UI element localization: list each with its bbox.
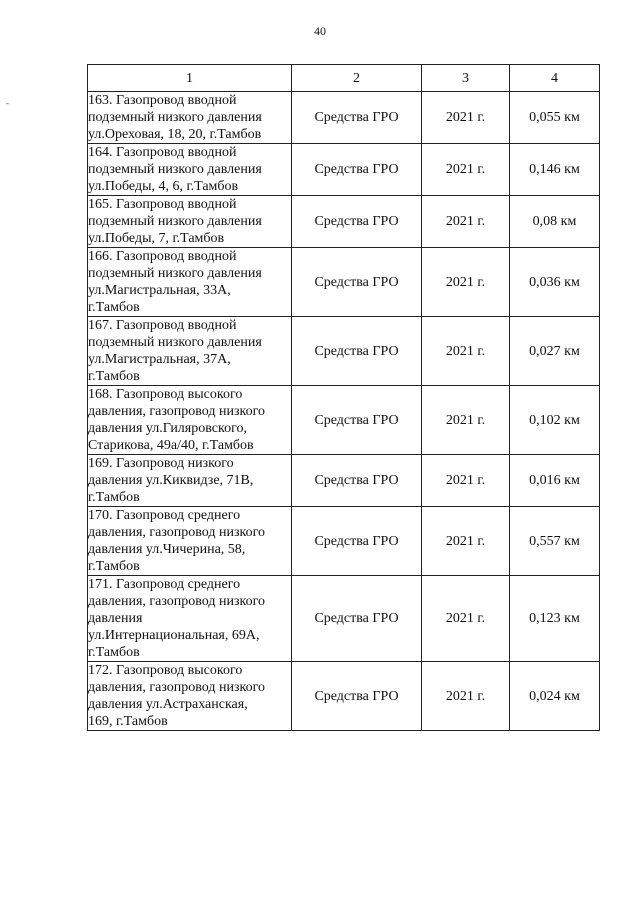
description-line: подземный низкого давления (88, 335, 262, 350)
length-cell: 0,024 км (510, 662, 600, 731)
table-body (88, 65, 600, 731)
description-line: давления ул.Астраханская, (88, 697, 248, 712)
description-line: ул.Победы, 4, 6, г.Тамбов (88, 179, 239, 194)
description-line: 172. Газопровод высокого (88, 663, 243, 678)
description-line: давления, газопровод низкого (88, 525, 266, 540)
length-cell: 0,146 км (510, 144, 600, 196)
description-cell (88, 196, 292, 248)
table-row (88, 92, 600, 144)
length-cell: 0,027 км (510, 317, 600, 386)
header-cell-2: 2 (292, 65, 422, 92)
description-line: 166. Газопровод вводной (88, 249, 237, 264)
length-cell: 0,055 км (510, 92, 600, 144)
source-cell: Средства ГРО (292, 576, 422, 662)
description-cell (88, 662, 292, 731)
source-cell: Средства ГРО (292, 662, 422, 731)
table-row (88, 144, 600, 196)
description-line: подземный низкого давления (88, 266, 262, 281)
year-cell: 2021 г. (422, 386, 510, 455)
description-cell (88, 455, 292, 507)
source-cell: Средства ГРО (292, 507, 422, 576)
description-cell (88, 144, 292, 196)
length-cell: 0,123 км (510, 576, 600, 662)
table-row (88, 386, 600, 455)
year-cell: 2021 г. (422, 455, 510, 507)
table-row (88, 576, 600, 662)
length-cell: 0,016 км (510, 455, 600, 507)
year-cell: 2021 г. (422, 248, 510, 317)
table-header-row (88, 65, 600, 92)
year-cell: 2021 г. (422, 507, 510, 576)
year-cell: 2021 г. (422, 196, 510, 248)
description-line: г.Тамбов (88, 559, 140, 574)
year-cell: 2021 г. (422, 92, 510, 144)
description-line: давления, газопровод низкого (88, 594, 266, 609)
description-line: Старикова, 49а/40, г.Тамбов (88, 438, 254, 453)
description-line: давления, газопровод низкого (88, 404, 266, 419)
description-line: 163. Газопровод вводной (88, 93, 237, 108)
table-row (88, 196, 600, 248)
description-line: подземный низкого давления (88, 162, 262, 177)
description-cell (88, 92, 292, 144)
source-cell: Средства ГРО (292, 386, 422, 455)
description-line: 170. Газопровод среднего (88, 508, 241, 523)
source-cell: Средства ГРО (292, 248, 422, 317)
year-cell: 2021 г. (422, 317, 510, 386)
description-line: 164. Газопровод вводной (88, 145, 237, 160)
description-line: ул.Ореховая, 18, 20, г.Тамбов (88, 127, 262, 142)
description-line: 169, г.Тамбов (88, 714, 168, 729)
length-cell: 0,102 км (510, 386, 600, 455)
length-cell: 0,08 км (510, 196, 600, 248)
description-line: подземный низкого давления (88, 214, 262, 229)
table-row (88, 507, 600, 576)
header-cell-4: 4 (510, 65, 600, 92)
description-cell (88, 248, 292, 317)
table-row (88, 455, 600, 507)
description-line: 167. Газопровод вводной (88, 318, 237, 333)
table-row (88, 248, 600, 317)
description-line: давления ул.Гиляровского, (88, 421, 247, 436)
description-line: 171. Газопровод среднего (88, 577, 241, 592)
description-line: 169. Газопровод низкого (88, 456, 234, 471)
length-cell: 0,036 км (510, 248, 600, 317)
header-cell-3: 3 (422, 65, 510, 92)
year-cell: 2021 г. (422, 576, 510, 662)
source-cell: Средства ГРО (292, 317, 422, 386)
year-cell: 2021 г. (422, 662, 510, 731)
description-line: г.Тамбов (88, 490, 140, 505)
source-cell: Средства ГРО (292, 196, 422, 248)
length-cell: 0,557 км (510, 507, 600, 576)
source-cell: Средства ГРО (292, 455, 422, 507)
document-table (87, 64, 600, 731)
source-cell: Средства ГРО (292, 144, 422, 196)
description-line: ул.Интернациональная, 69А, (88, 628, 260, 643)
description-line: давления ул.Киквидзе, 71В, (88, 473, 254, 488)
description-line: 168. Газопровод высокого (88, 387, 243, 402)
description-line: ул.Магистральная, 37А, (88, 352, 231, 367)
description-line: ул.Магистральная, 33А, (88, 283, 231, 298)
table-row (88, 317, 600, 386)
description-line: подземный низкого давления (88, 110, 262, 125)
page-number: 40 (314, 24, 326, 38)
table-row (88, 662, 600, 731)
description-cell (88, 386, 292, 455)
description-line: давления (88, 611, 143, 626)
description-line: г.Тамбов (88, 300, 140, 315)
description-line: давления ул.Чичерина, 58, (88, 542, 246, 557)
description-line: 165. Газопровод вводной (88, 197, 237, 212)
header-cell-1: 1 (88, 65, 292, 92)
margin-mark: - (6, 98, 9, 108)
description-line: давления, газопровод низкого (88, 680, 266, 695)
description-cell (88, 507, 292, 576)
description-line: ул.Победы, 7, г.Тамбов (88, 231, 225, 246)
year-cell: 2021 г. (422, 144, 510, 196)
description-cell (88, 317, 292, 386)
description-line: г.Тамбов (88, 645, 140, 660)
description-line: г.Тамбов (88, 369, 140, 384)
description-cell (88, 576, 292, 662)
source-cell: Средства ГРО (292, 92, 422, 144)
